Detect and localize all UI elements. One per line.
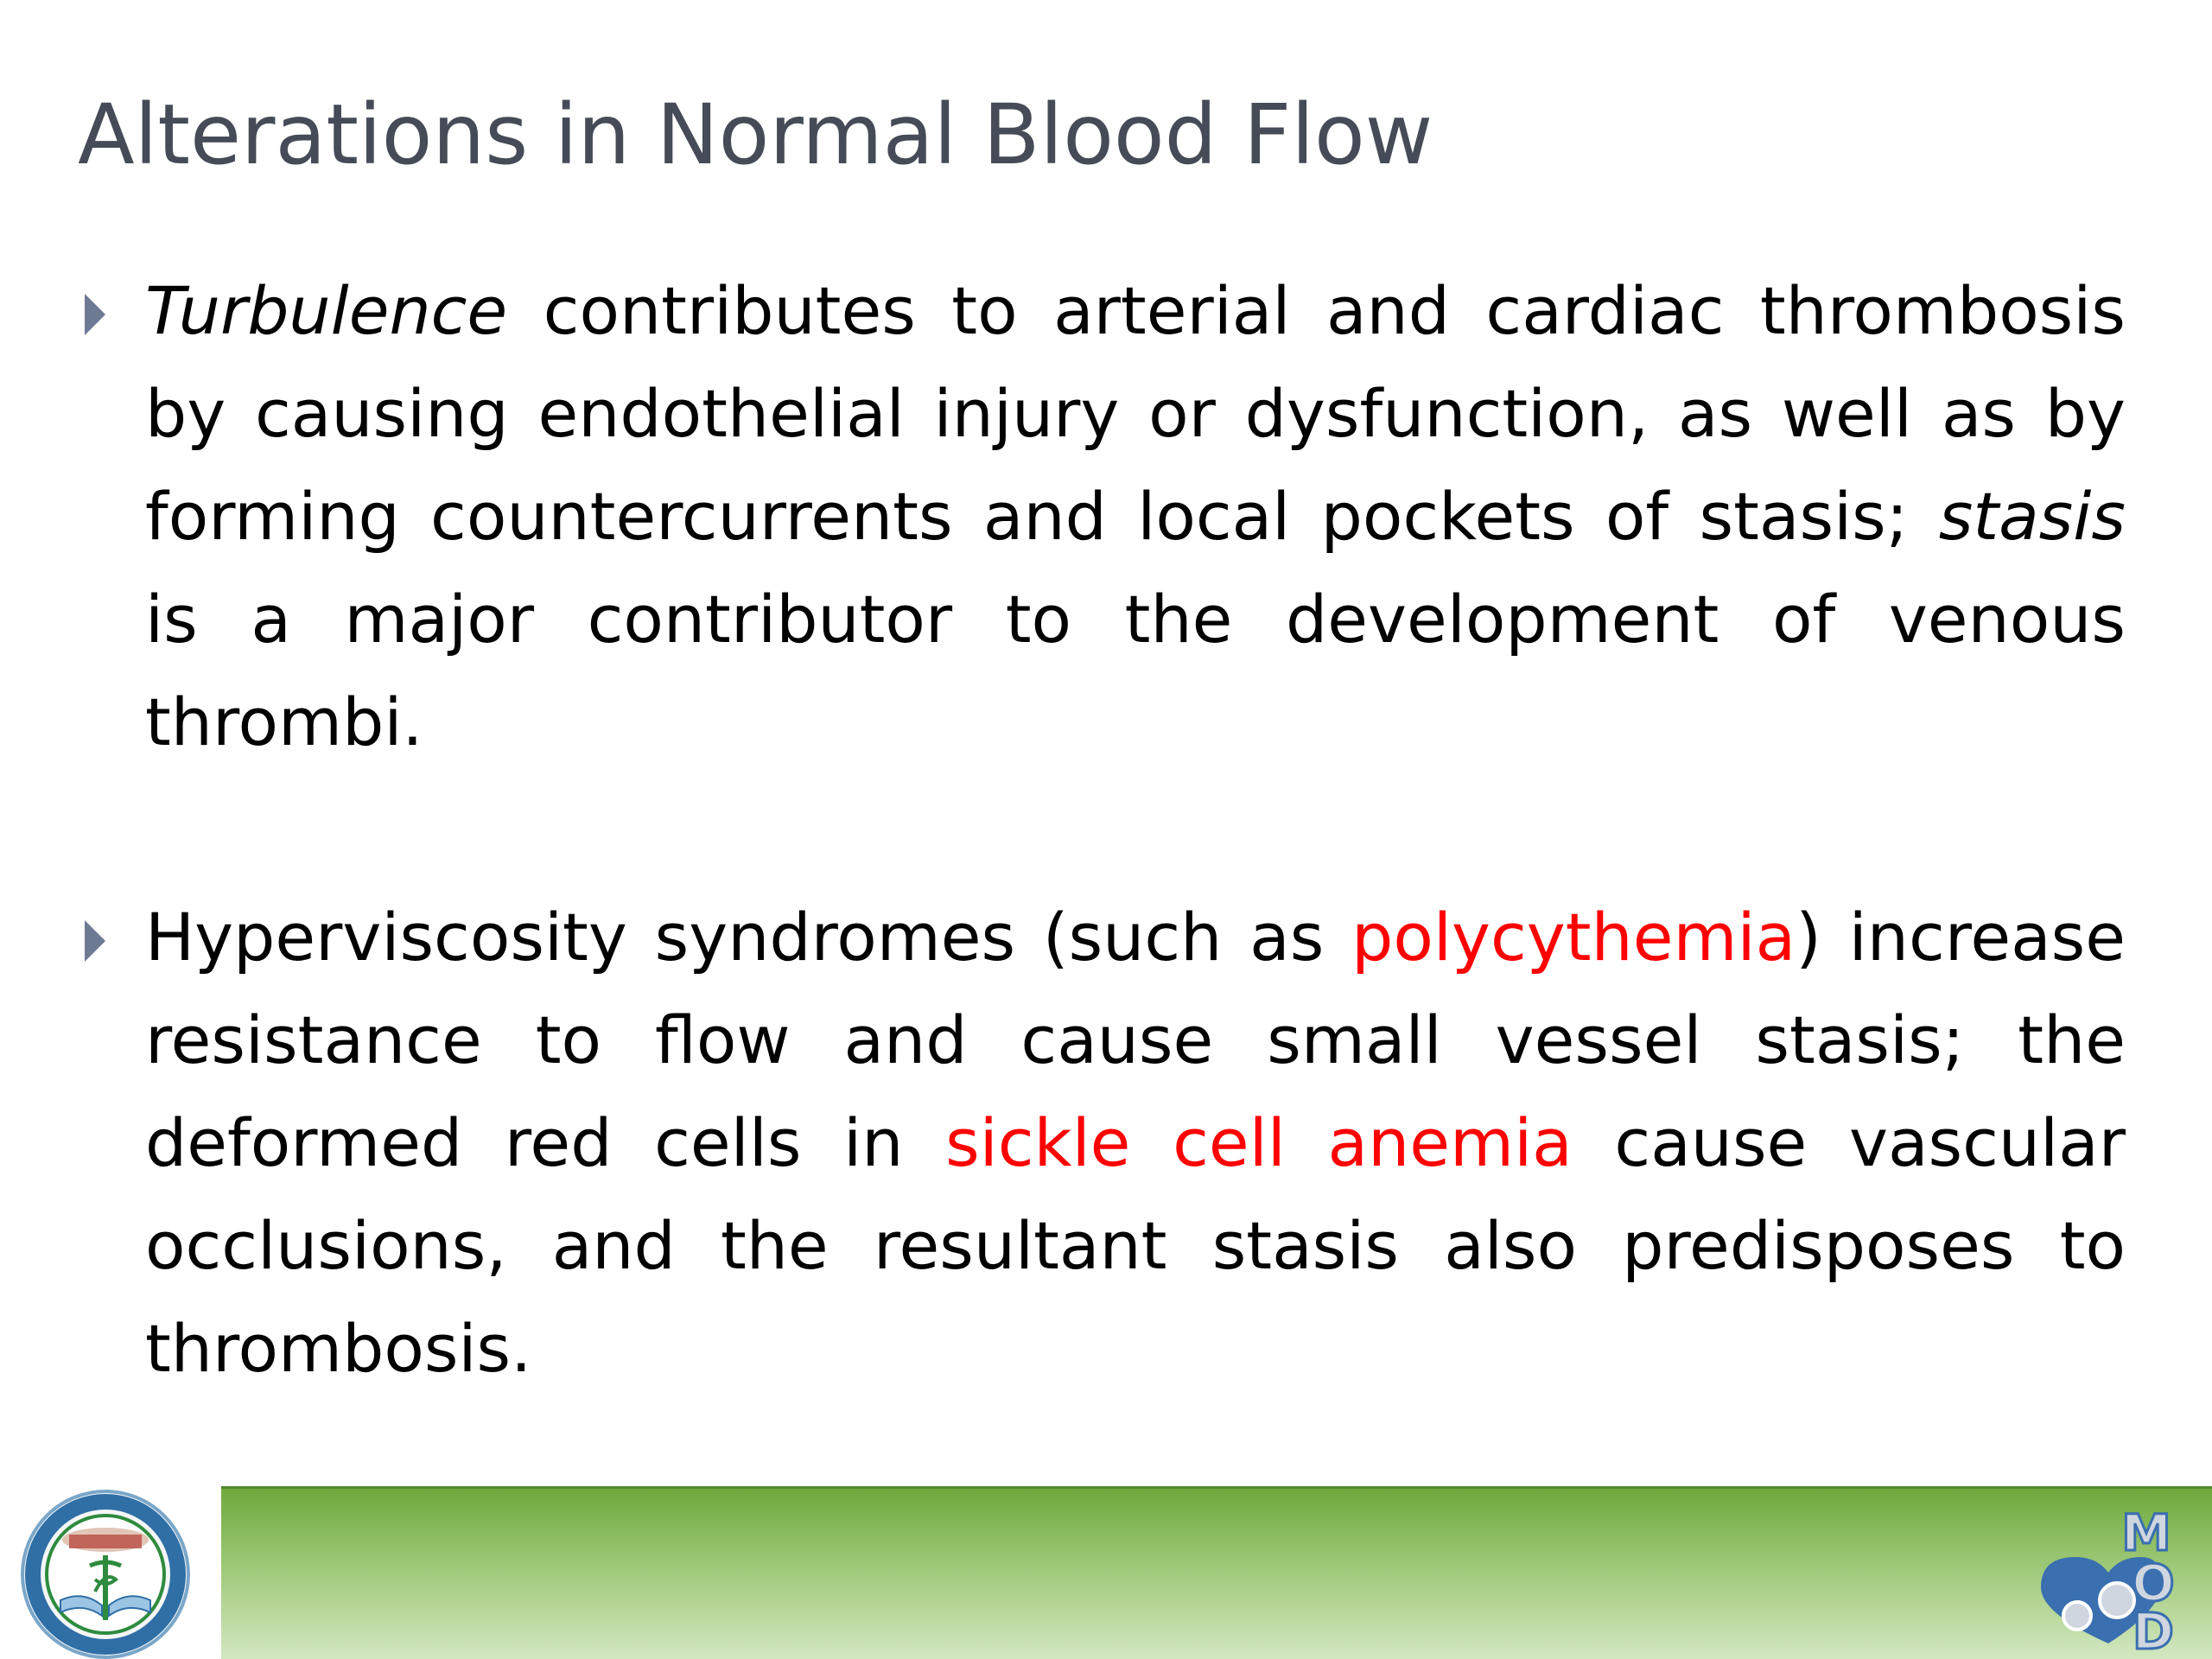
slide-footer — [0, 1486, 2212, 1659]
text-run-highlight: sickle cell anemia — [945, 1104, 1573, 1181]
text-run-highlight: polycythemia — [1351, 899, 1796, 976]
bullet-item — [78, 259, 2126, 773]
bullet-triangle-icon — [85, 294, 105, 335]
bullet-item — [78, 886, 2126, 1400]
svg-text:O: O — [2132, 1554, 2175, 1612]
text-run-italic: Turbulence — [145, 272, 508, 349]
svg-text:M: M — [2121, 1505, 2171, 1562]
university-seal-logo — [0, 1486, 221, 1659]
text-run: contributes to arterial and cardiac thrombosis by causing endothelial injury or dysfunction, as well as by forming countercurrents and local pockets of stasis; — [145, 272, 2126, 555]
slide-title: Alterations in Normal Blood Flow — [78, 86, 1433, 183]
text-run: Hyperviscosity syndromes (such as — [145, 899, 1352, 976]
text-run-italic: stasis — [1938, 478, 2126, 555]
text-run: is a major contributor to the development of venous thrombi. — [145, 581, 2126, 760]
footer-green-band — [221, 1486, 2212, 1659]
bullet-text — [145, 259, 2126, 773]
text-run: ) increase resistance to flow and cause small vessel stasis; the deformed red cells in — [145, 899, 2126, 1181]
svg-text:D: D — [2132, 1602, 2175, 1652]
text-run: cause vascular occlusions, and the resultant stasis also predisposes to thrombosis. — [145, 1104, 2126, 1387]
bullet-triangle-icon — [85, 920, 105, 962]
mod-logo — [2032, 1505, 2196, 1652]
slide-body — [78, 259, 2126, 1400]
bullet-text — [145, 886, 2126, 1400]
